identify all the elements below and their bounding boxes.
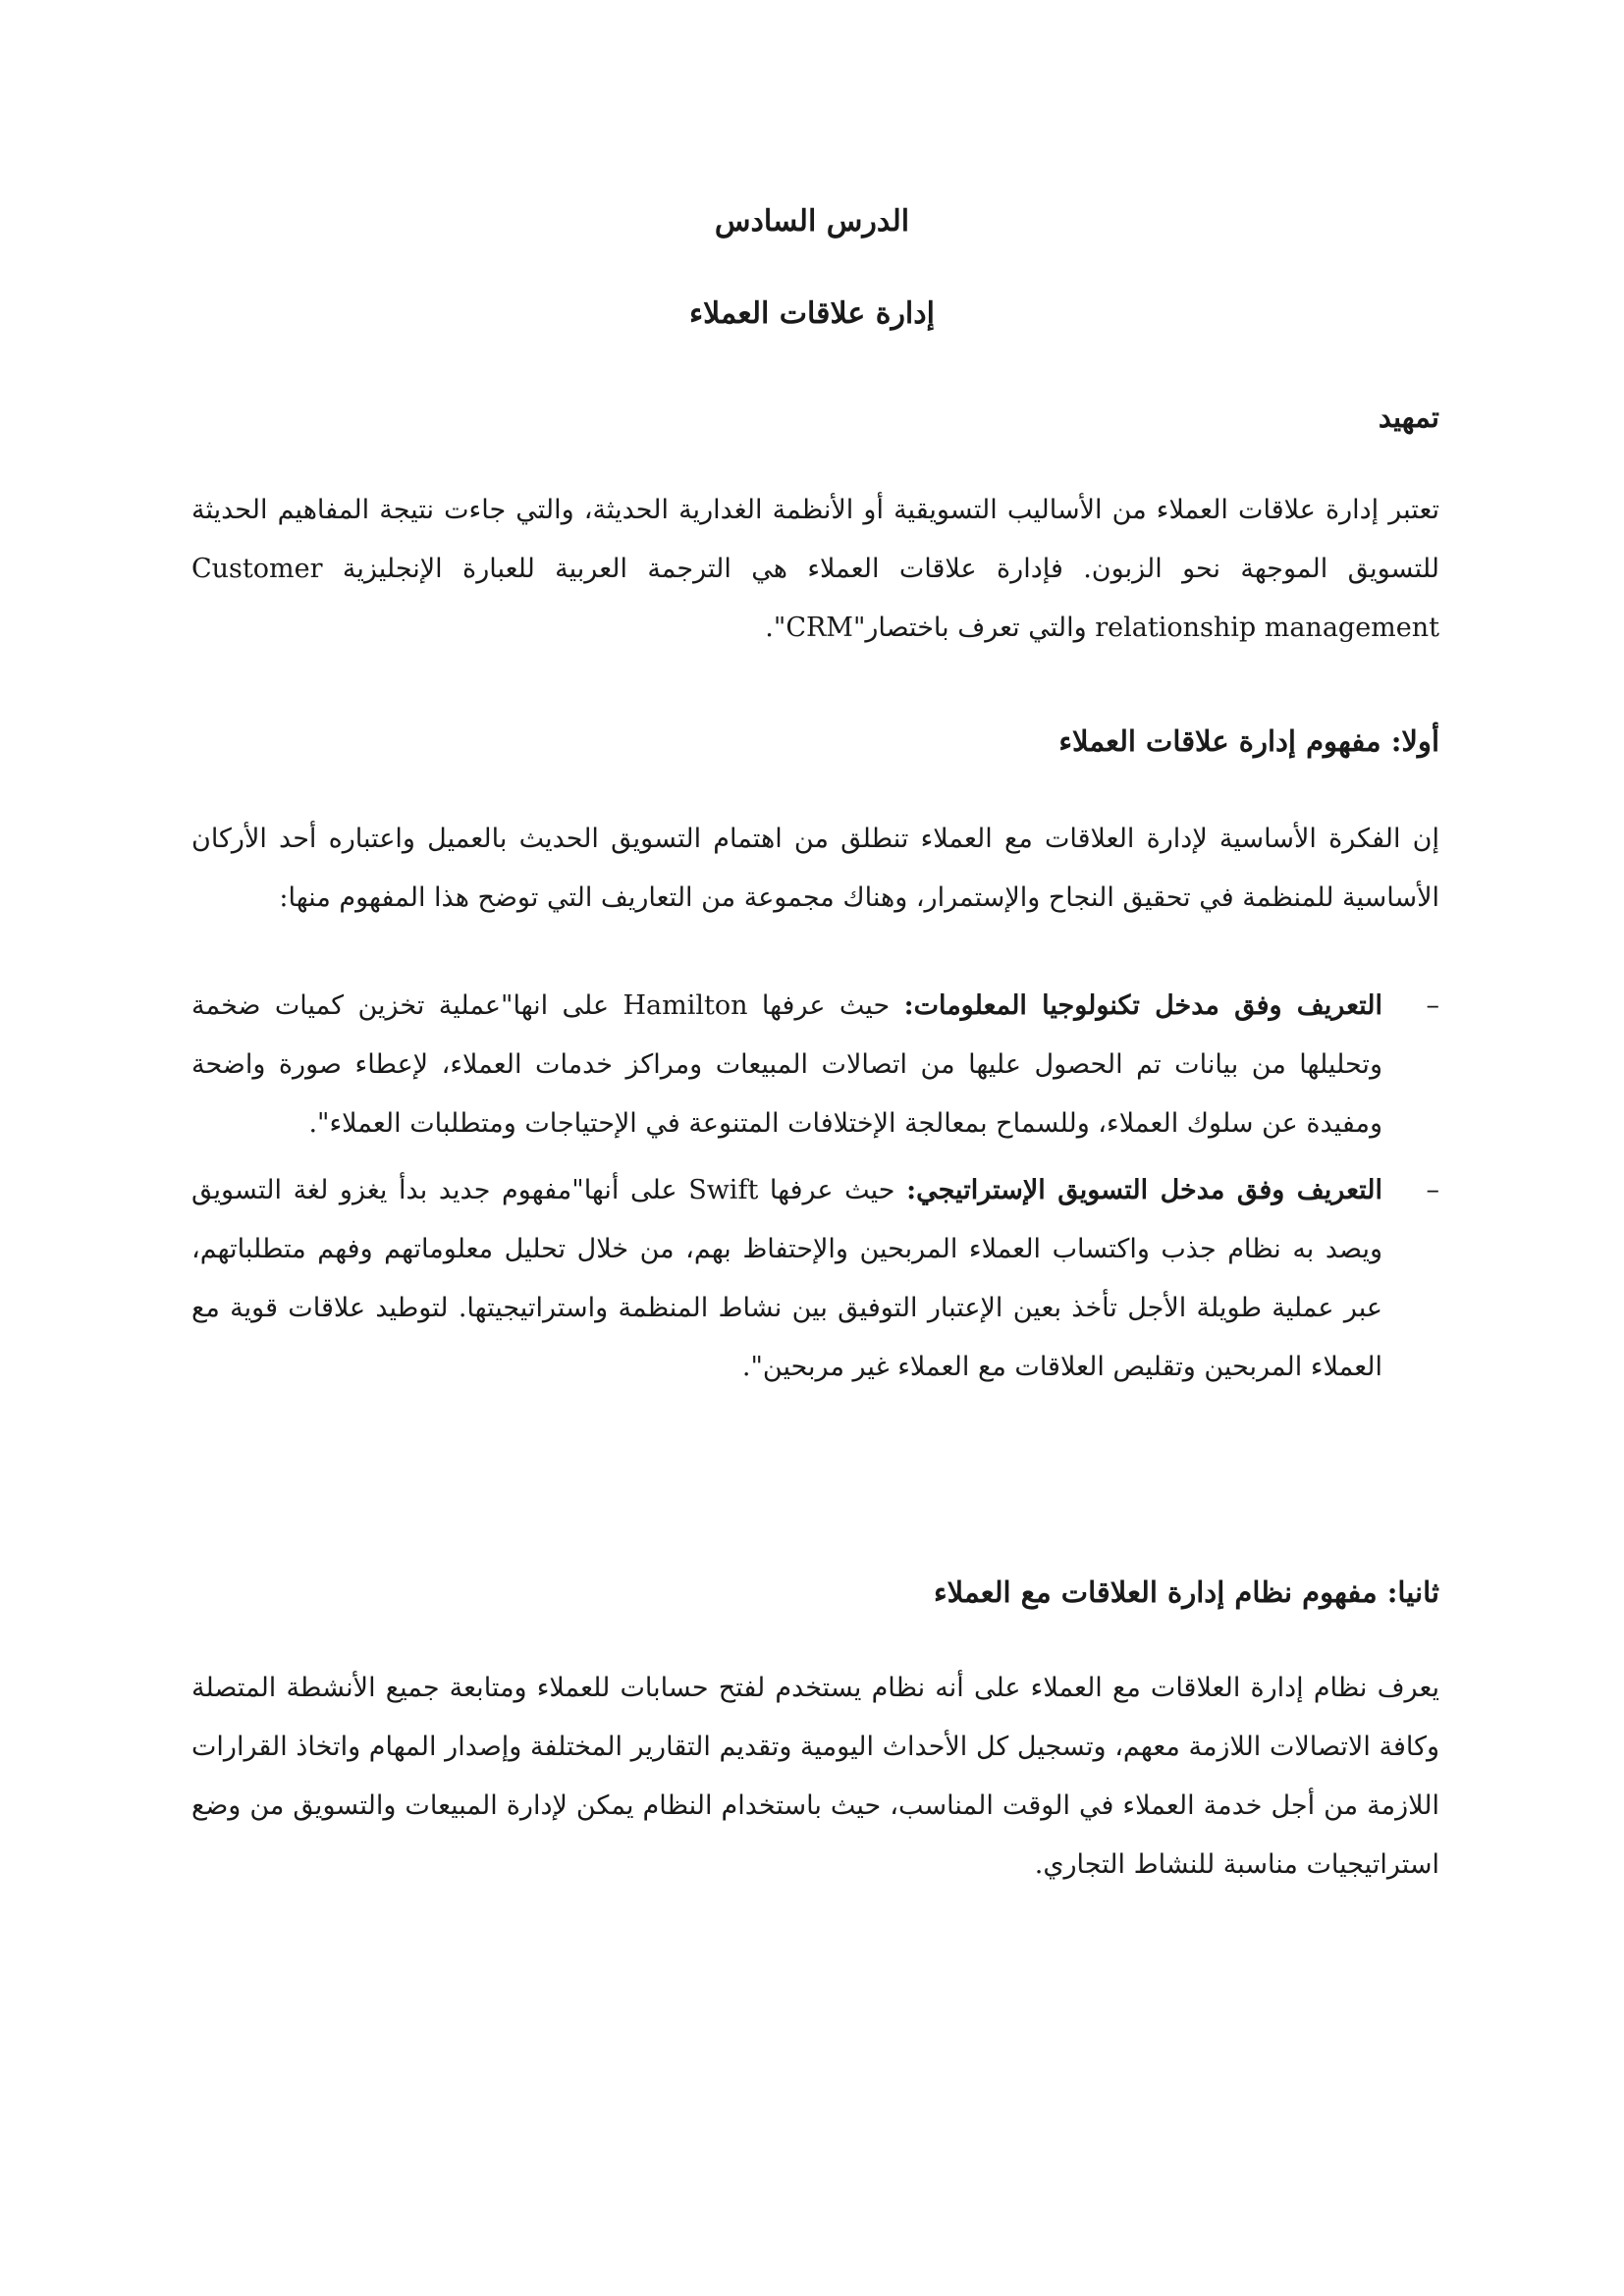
definitions-list bbox=[191, 977, 1439, 1405]
section2-heading: ثانيا: مفهوم نظام إدارة العلاقات مع العملاء bbox=[934, 1575, 1439, 1609]
section1-heading: أولا: مفهوم إدارة علاقات العملاء bbox=[1058, 724, 1439, 758]
definition-text: حيث عرفها Swift على أنها"مفهوم جديد بدأ يغزو لغة التسويق ويصد به نظام جذب واكتساب العملاء المربحين والإحتفاظ بهم، من خلال تحليل معلوماتهم وفهم متطلباتهم، عبر عملية طويلة الأجل تأخذ بعين الإعتبار التوفيق بين نشاط المنظمة واستراتيجيتها. لتوطيد علاقات قوية مع العملاء المربحين وتقليص العلاقات مع العملاء غير مربحين". bbox=[191, 1175, 1382, 1382]
definition-text: حيث عرفها Hamilton على انها"عملية تخزين كميات ضخمة وتحليلها من بيانات تم الحصول عليها من اتصالات المبيعات ومراكز خدمات العملاء، لإعطاء صورة واضحة ومفيدة عن سلوك العملاء، وللسماح بمعالجة الإختلافات المتنوعة في الإحتياجات ومتطلبات العملاء". bbox=[191, 990, 1382, 1139]
section1-paragraph bbox=[191, 810, 1439, 928]
dash-bullet: – bbox=[1426, 1175, 1439, 1205]
definition-item bbox=[191, 1161, 1439, 1397]
lesson-title: إدارة علاقات العملاء bbox=[689, 296, 935, 331]
lesson-number: الدرس السادس bbox=[714, 204, 910, 239]
intro-paragraph-text: تعتبر إدارة علاقات العملاء من الأساليب التسويقية أو الأنظمة الغدارية الحديثة، والتي جاءت نتيجة المفاهيم الحديثة للتسويق الموجهة نحو الزبون. فإدارة علاقات العملاء هي الترجمة العربية للعبارة الإنجليزية Customer relationship management والتي تعرف باختصار"CRM". bbox=[191, 495, 1439, 643]
intro-paragraph bbox=[191, 481, 1439, 658]
definition-item bbox=[191, 977, 1439, 1153]
intro-heading: تمهيد bbox=[1378, 400, 1439, 434]
section2-paragraph bbox=[191, 1659, 1439, 1895]
dash-bullet: – bbox=[1426, 990, 1439, 1021]
section1-paragraph-text: إن الفكرة الأساسية لإدارة العلاقات مع العملاء تنطلق من اهتمام التسويق الحديث بالعميل واعتباره أحد الأركان الأساسية للمنظمة في تحقيق النجاح والإستمرار، وهناك مجموعة من التعاريف التي توضح هذا المفهوم منها: bbox=[191, 824, 1439, 913]
definition-term: التعريف وفق مدخل تكنولوجيا المعلومات: bbox=[903, 990, 1383, 1021]
definition-term: التعريف وفق مدخل التسويق الإستراتيجي: bbox=[906, 1175, 1383, 1205]
section2-paragraph-text: يعرف نظام إدارة العلاقات مع العملاء على أنه نظام يستخدم لفتح حسابات للعملاء ومتابعة جميع الأنشطة المتصلة وكافة الاتصالات اللازمة معهم، وتسجيل كل الأحداث اليومية وتقديم التقارير المختلفة وإصدار المهام واتخاذ القرارات اللازمة من أجل خدمة العملاء في الوقت المناسب، حيث باستخدام النظام يمكن لإدارة المبيعات والتسويق من وضع استراتيجيات مناسبة للنشاط التجاري. bbox=[191, 1673, 1439, 1880]
